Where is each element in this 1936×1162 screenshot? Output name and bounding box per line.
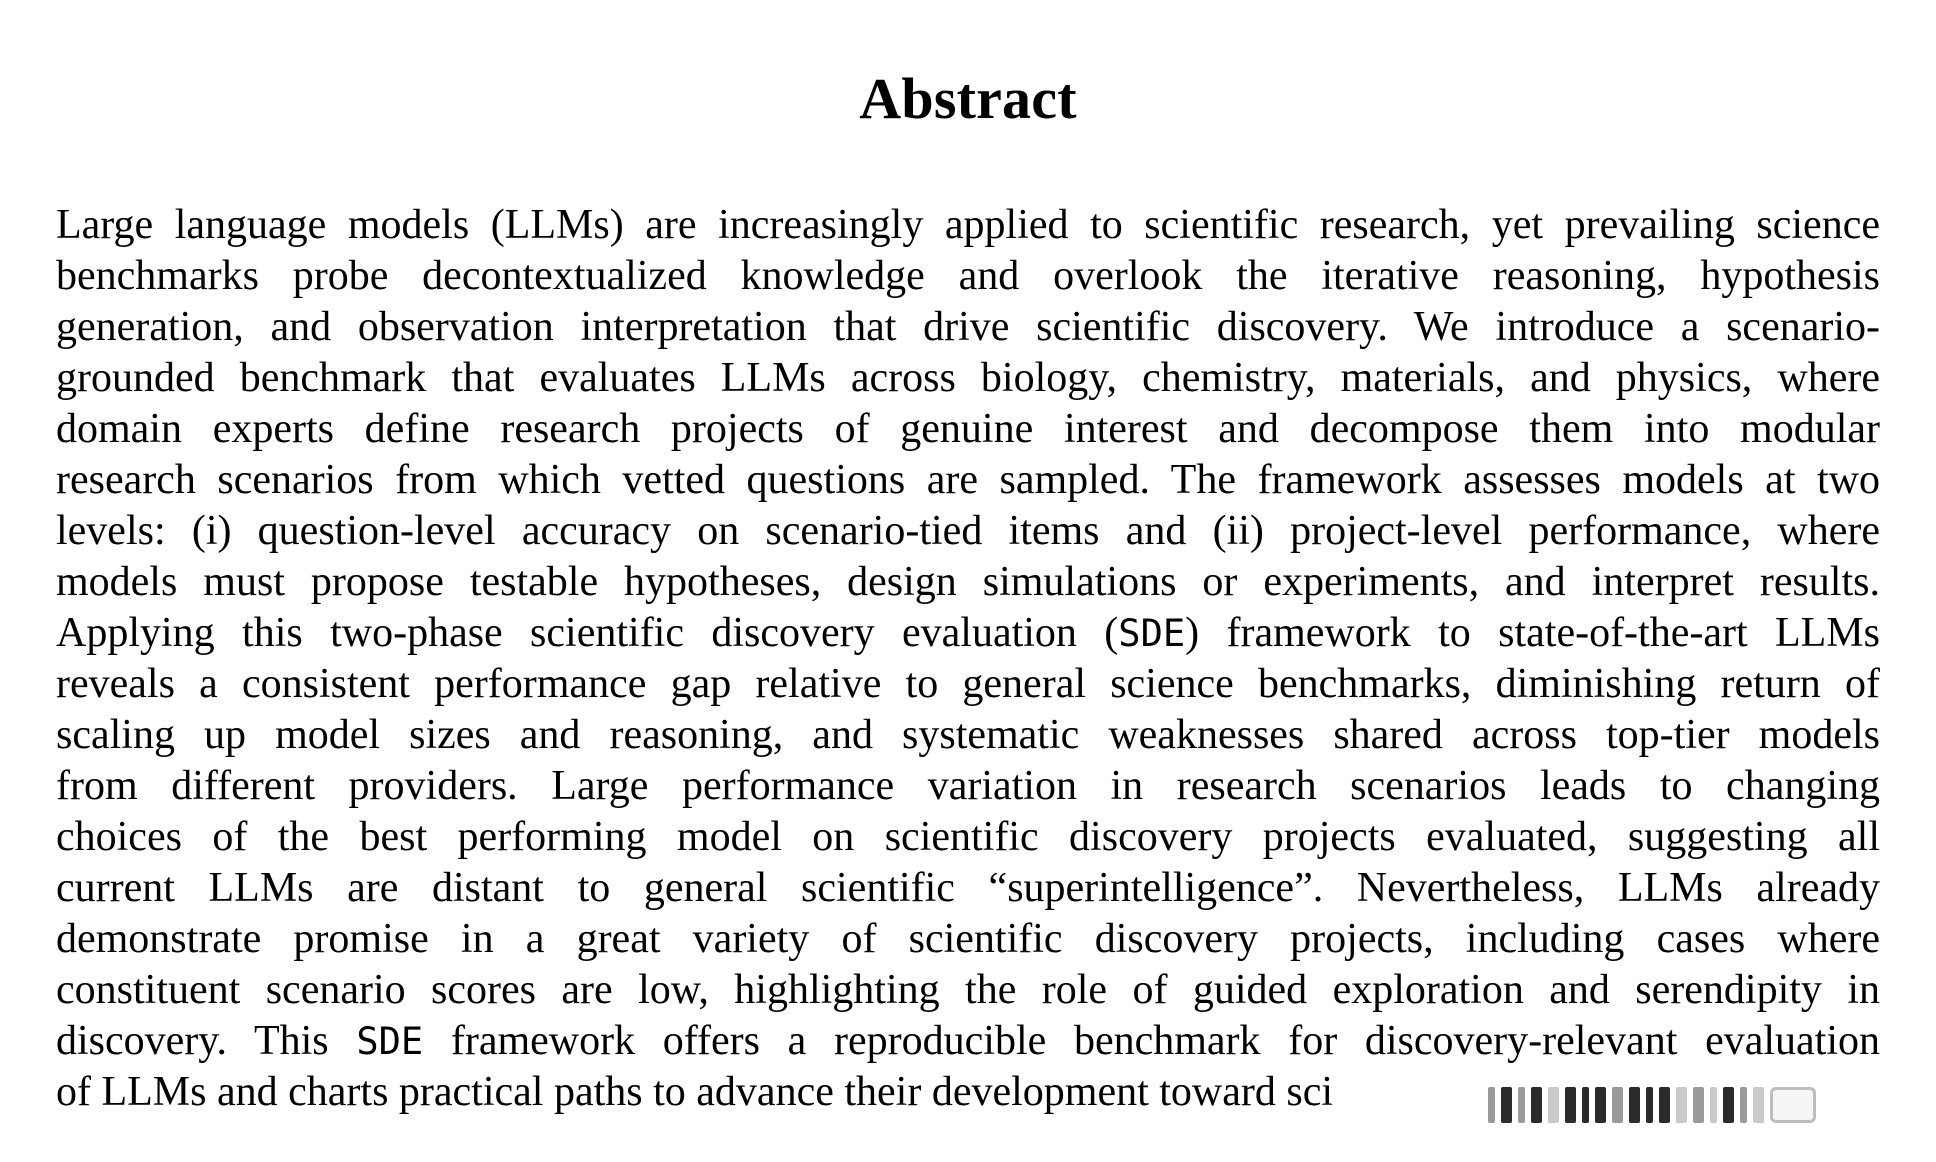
abstract-line: [56, 914, 1880, 965]
abstract-text: constituent scenario scores are low, highlighting the role of guided exploration and serendipity in: [56, 967, 1880, 1013]
abstract-line: [56, 251, 1880, 302]
abstract-line: [56, 455, 1880, 506]
abstract-text: current LLMs are distant to general scientific “superintelligence”. Nevertheless, LLMs already: [56, 865, 1880, 911]
abstract-text: grounded benchmark that evaluates LLMs across biology, chemistry, materials, and physics, where: [56, 355, 1880, 401]
abstract-line: [56, 965, 1880, 1016]
abstract-text: discovery. This: [56, 1018, 357, 1064]
abstract-line: [56, 659, 1880, 710]
abstract-line: [56, 557, 1880, 608]
abstract-line: [56, 710, 1880, 761]
abstract-line: [56, 200, 1880, 251]
abstract-text: Applying this two-phase scientific discovery evaluation (: [56, 610, 1119, 656]
abstract-text: of LLMs and charts practical paths to advance their development toward sci: [56, 1069, 1334, 1115]
abstract-text: Large language models (LLMs) are increasingly applied to scientific research, yet prevailing science: [56, 202, 1880, 248]
abstract-text: scaling up model sizes and reasoning, and systematic weaknesses shared across top-tier models: [56, 712, 1880, 758]
abstract-line: [56, 353, 1880, 404]
abstract-text: models must propose testable hypotheses, design simulations or experiments, and interpret results.: [56, 559, 1880, 605]
abstract-text: choices of the best performing model on scientific discovery projects evaluated, suggesting all: [56, 814, 1880, 860]
abstract-line: [56, 302, 1880, 353]
abstract-line: [56, 506, 1880, 557]
abstract-line: [56, 1016, 1880, 1067]
abstract-title: Abstract: [859, 66, 1077, 131]
abstract-text: benchmarks probe decontextualized knowledge and overlook the iterative reasoning, hypothesis: [56, 253, 1880, 299]
abstract-text: domain experts define research projects of genuine interest and decompose them into modular: [56, 406, 1880, 452]
abstract-line: [56, 608, 1880, 659]
abstract-body: [56, 200, 1880, 1118]
abstract-line: [56, 404, 1880, 455]
abstract-text: levels: (i) question-level accuracy on scenario-tied items and (ii) project-level performance, where: [56, 508, 1880, 554]
abstract-text: generation, and observation interpretation that drive scientific discovery. We introduce a scenario-: [56, 304, 1880, 350]
abstract-text: from different providers. Large performance variation in research scenarios leads to changing: [56, 763, 1880, 809]
abstract-text: ) framework to state-of-the-art LLMs: [1185, 610, 1880, 656]
abstract-text: research scenarios from which vetted questions are sampled. The framework assesses models at two: [56, 457, 1880, 503]
abstract-line: [56, 1067, 1880, 1118]
abstract-line: [56, 863, 1880, 914]
abstract-line: [56, 812, 1880, 863]
abstract-text: framework offers a reproducible benchmark for discovery-relevant evaluation: [423, 1018, 1881, 1064]
abstract-text: demonstrate promise in a great variety of scientific discovery projects, including cases where: [56, 916, 1880, 962]
abstract-text: reveals a consistent performance gap relative to general science benchmarks, diminishing return of: [56, 661, 1880, 707]
sde-acronym: SDE: [1118, 612, 1186, 655]
sde-acronym: SDE: [356, 1020, 424, 1063]
abstract-line: [56, 761, 1880, 812]
